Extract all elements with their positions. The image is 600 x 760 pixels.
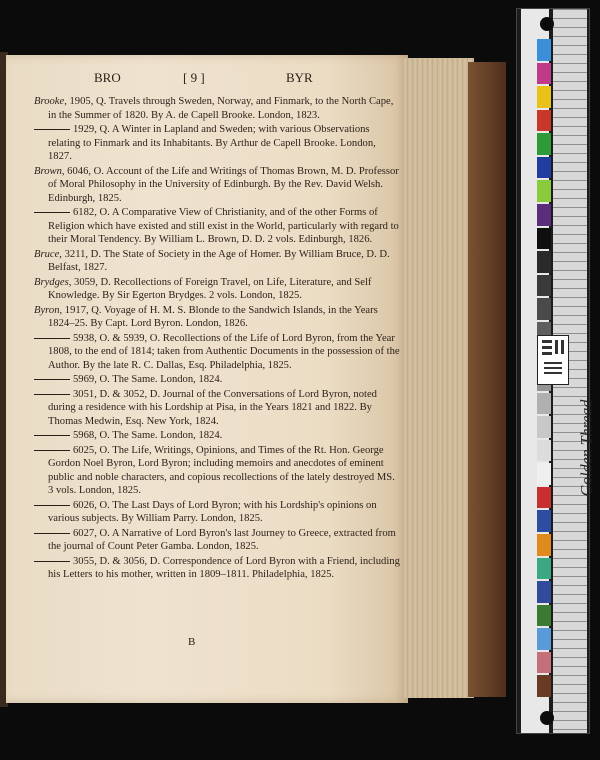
color-swatch xyxy=(537,675,551,697)
color-swatch xyxy=(537,251,551,273)
signature-mark: B xyxy=(188,636,196,648)
entry-text: 5968, O. The Same. London, 1824. xyxy=(73,430,223,441)
color-swatch xyxy=(537,228,551,250)
page-number: [ 9 ] xyxy=(183,70,205,85)
entry-text: 1929, Q. A Winter in Lapland and Sweden; with various Observations relating to Finmark and its Inhabitants. By Arthur de Capell Brooke. London, 1827. xyxy=(48,124,376,162)
entry-text: 6026, O. The Last Days of Lord Byron; with his Lordship's opinions on various subjects. By William Parry. London, 1825. xyxy=(48,499,377,524)
color-swatch xyxy=(537,157,551,179)
color-swatch xyxy=(537,581,551,603)
catalog-entry xyxy=(34,304,402,331)
catalog-entry xyxy=(34,276,402,303)
ditto-dash xyxy=(34,561,70,562)
entry-text: , 1905, Q. Travels through Sweden, Norway, and Finmark, to the North Cape, in the Summer of 1820. By A. de Capell Brooke. London, 1823. xyxy=(48,96,394,121)
ditto-dash xyxy=(34,379,70,380)
catalog-entry xyxy=(34,123,402,164)
entry-text: 5938, O. & 5939, O. Recollections of the Life of Lord Byron, from the Year 1808, to the end of 1814; taken from Authentic Documents in the possession of the Author. By the late R. C. Dallas, Esq. Philadelphia, 1825. xyxy=(48,332,400,371)
ditto-dash xyxy=(34,212,70,213)
catalog-entry xyxy=(34,206,402,247)
resolution-target xyxy=(537,335,569,385)
entry-text: 5969, O. The Same. London, 1824. xyxy=(73,374,223,385)
color-swatch xyxy=(537,298,551,320)
color-swatch xyxy=(537,133,551,155)
entry-author: Bruce xyxy=(34,248,60,260)
entry-text: , 3059, D. Recollections of Foreign Travel, on Life, Literature, and Self Knowledge. By Sir Egerton Brydges. 2 vols. London, 1825. xyxy=(48,276,372,301)
catalog-entry xyxy=(34,444,402,498)
color-swatch xyxy=(537,652,551,674)
catalog-entry xyxy=(34,373,402,387)
entry-author: Byron xyxy=(34,304,60,316)
color-swatch xyxy=(537,393,551,415)
catalog-entry xyxy=(34,429,402,443)
catalog-entry xyxy=(34,95,402,122)
entry-text: 6027, O. A Narrative of Lord Byron's last Journey to Greece, extracted from the journal of Count Peter Gamba. London, 1825. xyxy=(48,527,396,552)
color-swatch xyxy=(537,534,551,556)
color-swatch xyxy=(537,204,551,226)
page-fore-edge xyxy=(404,58,474,698)
ditto-dash xyxy=(34,435,70,436)
color-swatch xyxy=(537,628,551,650)
color-swatch xyxy=(537,275,551,297)
color-swatch xyxy=(537,86,551,108)
entry-text: 6025, O. The Life, Writings, Opinions, and Times of the Rt. Hon. George Gordon Noel Byron, Lord Byron; including memoirs and anecdotes of eminent public and noble characters, and copious recollections of the lately destroyed MS. 3 vols. London, 1825. xyxy=(48,444,395,496)
color-swatch xyxy=(537,558,551,580)
catalog-entry xyxy=(34,165,402,206)
color-swatch xyxy=(537,39,551,61)
catalog-entry xyxy=(34,388,402,429)
ditto-dash xyxy=(34,450,70,451)
color-swatch xyxy=(537,180,551,202)
chart-hole-bottom xyxy=(540,711,554,725)
cover-edge xyxy=(468,62,506,697)
color-swatch xyxy=(537,110,551,132)
entry-author: Brown xyxy=(34,165,62,177)
entry-text: 3051, D. & 3052, D. Journal of the Conversations of Lord Byron, noted during a residence with his Lordship at Pisa, in the Years 1821 and 1822. By Thomas Medwin, Esq. New York, 1824. xyxy=(48,388,377,427)
catalog-entry xyxy=(34,332,402,373)
color-swatch xyxy=(537,416,551,438)
catalog-entry xyxy=(34,527,402,554)
chart-hole-top xyxy=(540,17,554,31)
header-left-keyword: BRO xyxy=(94,70,121,85)
color-swatch xyxy=(537,605,551,627)
color-swatch xyxy=(537,463,551,485)
ditto-dash xyxy=(34,338,70,339)
entry-author: Brooke xyxy=(34,96,65,107)
chart-brand-label: Golden Thread xyxy=(578,399,596,497)
entry-author: Brydges xyxy=(34,276,69,288)
color-swatch xyxy=(537,440,551,462)
color-swatch xyxy=(537,63,551,85)
color-swatch xyxy=(537,487,551,509)
ditto-dash xyxy=(34,129,70,130)
color-swatch xyxy=(537,510,551,532)
entry-text: , 6046, O. Account of the Life and Writings of Thomas Brown, M. D. Professor of Moral Philosophy in the University of Edinburgh. By the Rev. David Welsh. Edinburgh, 1825. xyxy=(48,165,399,204)
ditto-dash xyxy=(34,505,70,506)
entry-text: 3055, D. & 3056, D. Correspondence of Lord Byron with a Friend, including his Letters to his mother, written in 1809–1811. Philadelphia, 1825. xyxy=(48,555,400,580)
header-right-keyword: BYR xyxy=(286,70,313,85)
catalog-entry xyxy=(34,555,402,582)
ditto-dash xyxy=(34,394,70,395)
entry-text: , 1917, Q. Voyage of H. M. S. Blonde to the Sandwich Islands, in the Years 1824–25. By Capt. Lord Byron. London, 1826. xyxy=(48,304,378,329)
catalog-entry xyxy=(34,248,402,275)
ditto-dash xyxy=(34,533,70,534)
catalog-entry xyxy=(34,499,402,526)
catalog-entries xyxy=(34,95,402,583)
entry-text: 6182, O. A Comparative View of Christianity, and of the other Forms of Religion which have existed and still exist in the World, particularly with regard to their Moral Tendency. By William L. Brown, D. D. 2 vols. Edinburgh, 1826. xyxy=(48,207,399,245)
entry-text: , 3211, D. The State of Society in the Age of Homer. By William Bruce, D. D. Belfast, 1827. xyxy=(48,248,390,273)
